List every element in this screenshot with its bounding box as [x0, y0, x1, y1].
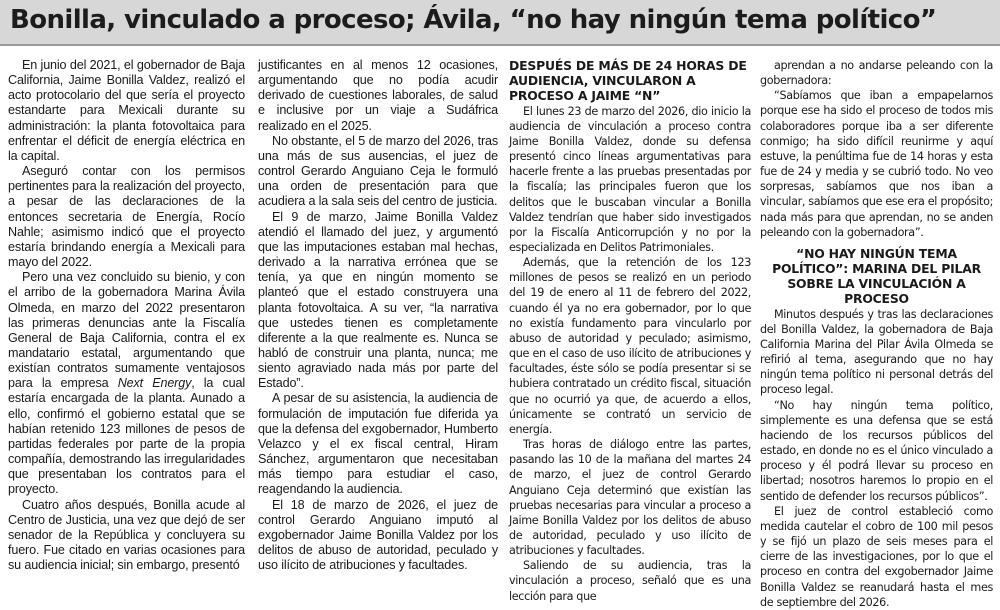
paragraph: Minutos después y tras las declaraciones del Bonilla Valdez, la gobernadora de Baja California Marina del Pilar Ávila Olmeda se refirió al tema, asegurando que no hay ningún tema político ni personal detrás del proceso legal.: [760, 307, 993, 397]
subheading: DESPUÉS DE MÁS DE 24 HORAS DE AUDIENCIA, VINCULARON A PROCESO A JAIME “N”: [509, 58, 747, 104]
company-name: Next Energy: [117, 376, 192, 391]
paragraph: No obstante, el 5 de marzo del 2026, tras una más de sus ausencias, el juez de control Gerardo Anguiano Ceja le formuló una orden de presentación para que acudiera a la sala seis del centro de justicia.: [258, 133, 498, 209]
paragraph: El lunes 23 de marzo del 2026, dio inicio la audiencia de vinculación a proceso contra Jaime Bonilla Valdez, donde su defensa presentó cinco líneas argumentativas para hacerle frente a las pruebas presentadas por la fiscalía; las principales fueron que los delitos que le buscaban vincular a Bonilla Valdez tendrían que haber sido investigados por la Fiscalía Anticorrupción y no por la especializada en Delitos Patrimoniales.: [509, 104, 751, 255]
column-1: [8, 58, 245, 573]
paragraph: [8, 270, 245, 497]
paragraph-text: Pero una vez concluido su bienio, y con el arribo de la gobernadora Marina Ávila Olmeda, en marzo del 2022 presentaron las primeras denuncias ante la Fiscalía General de Baja California, contra el ex mandatario estatal, argumentando que existían contratos sumamente ventajosos para la empresa: [8, 270, 245, 391]
paragraph: justificantes en al menos 12 ocasiones, argumentando que no podía acudir derivado de cuestiones laborales, de salud e inclusive por un viaje a Sudáfrica realizado en el 2025.: [258, 58, 498, 133]
paragraph: Aseguró contar con los permisos pertinentes para la realización del proyecto, a pesar de las declaraciones de la entonces secretaria de Energía, Rocío Nahle; asimismo indicó que el proyecto estaría brindando energía a Mexicali para mayo del 2022.: [8, 164, 245, 270]
paragraph: Tras horas de diálogo entre las partes, pasando las 10 de la mañana del martes 24 de marzo, el juez de control Gerardo Anguiano Ceja determinó que existían las pruebas necesarias para vincular a proceso a Jaime Bonilla Valdez por los delitos de abuso de autoridad, peculado y uso ilícito de atribuciones y facultades.: [509, 438, 751, 558]
paragraph: “No hay ningún tema político, simplemente es una defensa que se está haciendo de los recursos públicos del estado, en donde no es el único vinculado a proceso y él podrá llevar su proceso en libertad; nosotros haremos lo propio en el sentido de defender los recursos públicos”.: [760, 398, 993, 503]
paragraph: El juez de control estableció como medida cautelar el cobro de 100 mil pesos y se fijó un plazo de seis meses para el cierre de las investigaciones, por lo que el proceso en contra del exgobernador Jaime Bonilla Valdez se reanudará hasta el mes de septiembre del 2026.: [760, 504, 993, 609]
paragraph: El 9 de marzo, Jaime Bonilla Valdez atendió el llamado del juez, y argumentó que las imputaciones estaban mal hechas, derivado a la narrativa errónea que se tenía, ya que en ningún momento se planteó que el estado construyera una planta fotovoltaica. A su ver, “la narrativa que ustedes tienen es completamente diferente a la que realmente es. Nunca se habló de construir una planta, nunca; me siento agraviado nada más por parte del Estado”.: [258, 209, 498, 391]
paragraph: aprendan a no andarse peleando con la gobernadora:: [760, 59, 993, 88]
paragraph: Cuatro años después, Bonilla acude al Centro de Justicia, una vez que dejó de ser senador de la República y concluyera su fuero. Fue citado en varias ocasiones para su audiencia inicial; sin embargo, presentó: [8, 497, 245, 573]
headline: Bonilla, vinculado a proceso; Ávila, “no hay ningún tema político”: [0, 0, 1000, 46]
paragraph-text: , la cual estaría encargada de la planta. Aunado a ello, confirmó el gobierno estatal que se habían retenido 123 millones de pesos de partidas federales por parte de la propia compañía, demostrando las irregularidades que presentaban los contratos para el proyecto.: [8, 376, 245, 497]
column-4: [760, 58, 993, 609]
subheading: “NO HAY NINGÚN TEMA POLÍTICO”: MARINA DEL PILAR SOBRE LA VINCULACIÓN A PROCESO: [772, 245, 981, 307]
column-2: [258, 58, 498, 573]
column-3: [509, 58, 751, 603]
paragraph: El 18 de marzo de 2026, el juez de control Gerardo Anguiano imputó al exgobernador Jaime Bonilla Valdez por los delitos de abuso de autoridad, peculado y uso ilícito de atribuciones y facultades.: [258, 497, 498, 573]
paragraph: Además, que la retención de los 123 millones de pesos se realizó en un periodo del 19 de enero al 11 de febrero del 2022, cuando él ya no era gobernador, por lo que no existía fundamento para vincularlo por abuso de autoridad y peculado; asimismo, que en el caso de uso ilícito de atribuciones y facultades, éste sólo se podía presentar si se hubiera contratado un crédito fiscal, situación que no ocurrió ya que, de acuerdo a ellos, únicamente se contrató un servicio de energía.: [509, 256, 751, 436]
paragraph: En junio del 2021, el gobernador de Baja California, Jaime Bonilla Valdez, realizó el acto protocolario del que sería el proyecto estandarte para Mexicali durante su administración: la planta fotovoltaica para enfrentar el déficit de energía eléctrica en la capital.: [8, 58, 245, 163]
paragraph: Saliendo de su audiencia, tras la vinculación a proceso, señaló que es una lección para que: [509, 559, 751, 603]
paragraph: A pesar de su asistencia, la audiencia de formulación de imputación fue diferida ya que la defensa del exgobernador, Humberto Velazco y el ex fiscal central, Hiram Sánchez, argumentaron que necesitaban más tiempo para estudiar el caso, reagendando la audiencia.: [258, 391, 498, 497]
paragraph: “Sabíamos que iban a empapelarnos porque ese ha sido el proceso de todos mis colaboradores porque iba a ser diferente conmigo; ha sido difícil reunirme y aquí estuve, la penúltima fue de 14 horas y esta fue de 24 y media y se cubrió todo. No veo sorpresas, sabíamos que nos iban a vincular, sabíamos que ese era el propósito; nada más para que aprendan, no se anden peleando con la gobernadora”.: [760, 89, 993, 239]
